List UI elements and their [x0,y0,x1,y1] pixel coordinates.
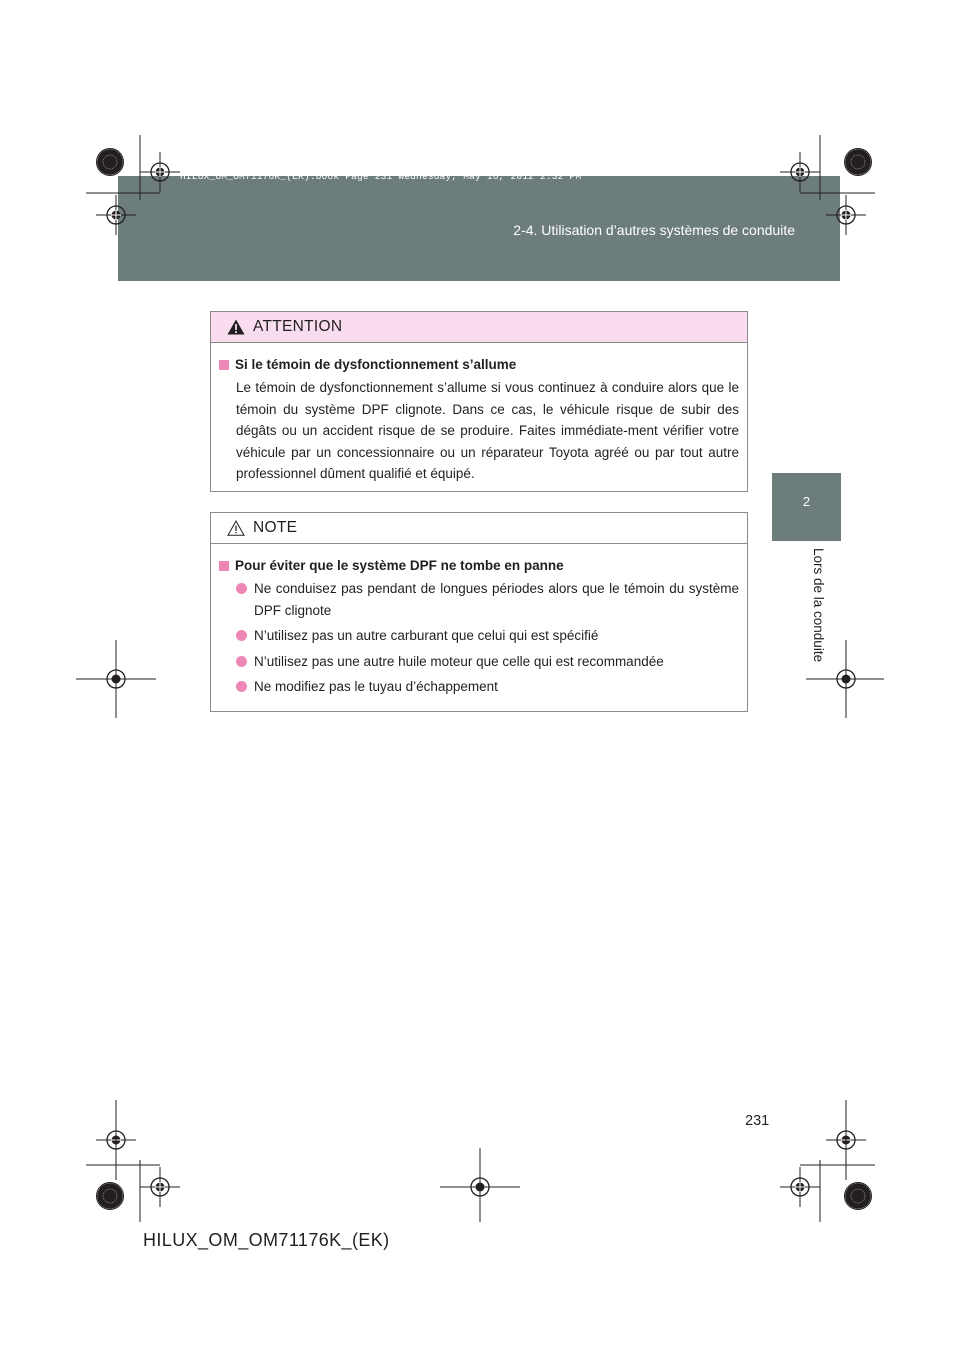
section-title: 2-4. Utilisation d’autres systèmes de conduite [513,222,795,238]
list-item-text: N’utilisez pas un autre carburant que celui qui est spécifié [254,628,599,643]
chapter-label: Lors de la conduite [811,548,826,663]
chapter-number: 2 [802,494,811,509]
attention-title: ATTENTION [253,318,343,335]
page-number: 231 [745,1113,770,1129]
document-code: HILUX_OM_OM71176K_(EK) [143,1230,390,1250]
note-title: NOTE [253,519,298,536]
book-stamp: HILUX_OM_OM71176K_(EK).book Page 231 Wednesday, May 16, 2012 2:32 PM [180,171,582,182]
attention-heading-text: Si le témoin de dysfonctionnement s’allume [235,357,517,372]
list-item-text: N’utilisez pas une autre huile moteur que celle qui est recommandée [254,653,664,669]
note-heading-text: Pour éviter que le système DPF ne tombe en panne [235,558,564,573]
list-item-text: Ne conduisez pas pendant de longues périodes alors que le témoin du système DPF clignote [254,581,739,618]
attention-text: Le témoin de dysfonctionnement s’allume si vous continuez à conduire alors que le témoin du système DPF clignote. Dans ce cas, le véhicule risque de subir des dégâts ou un accident risque de se produire. Faites immédiate-ment vérifier votre véhicule par un concessionnaire ou un réparateur Toyota agréé ou par tout autre professionnel dûment qualifié et équipé. [236,380,739,481]
list-item-text: Ne modifiez pas le tuyau d’échappement [254,679,498,694]
